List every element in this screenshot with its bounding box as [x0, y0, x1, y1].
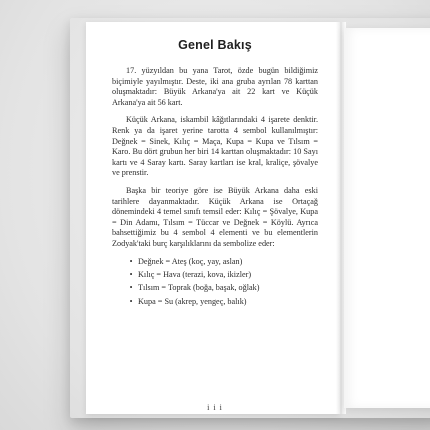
list-item-text: Tılsım = Toprak (boğa, başak, oğlak) [138, 283, 260, 293]
paragraph-2: Küçük Arkana, iskambil kâğıtlarındaki 4 işarete denktir. Renk ya da işaret yerine tarotta 4 sembol kullanılmıştır: Değnek = Sinek, Kılıç = Maça, Kupa = Kupa ve Tılsım = Karo. Bu dört grubun her biri 14 karttan oluşmaktadır: 10 Sayı kartı ve 4 Saray kartı. Saray kartları ise kral, kraliçe, şövalye ve prenstir. [112, 115, 318, 178]
list-item-text: Değnek = Ateş (koç, yay, aslan) [138, 256, 243, 266]
bullet-icon: • [129, 296, 133, 306]
list-item [126, 270, 318, 280]
bullet-icon: • [129, 269, 133, 279]
list-item [126, 283, 318, 293]
right-page [344, 28, 430, 408]
paragraph-1: 17. yüzyıldan bu yana Tarot, özde bugün bildiğimiz biçimiyle yayılmıştır. Deste, iki ana gruba ayrılan 78 karttan oluşmaktadır: Büyük Arkana'ya ait 22 kart ve Küçük Arkana'ya ait 56 kart. [112, 66, 318, 107]
page-title: Genel Bakış [178, 38, 252, 52]
page-number: i i i [207, 403, 223, 412]
list-item-text: Kupa = Su (akrep, yengeç, balık) [138, 296, 247, 306]
bullet-icon: • [129, 256, 133, 266]
paragraph-3: Başka bir teoriye göre ise Büyük Arkana daha eski tarihlere dayanmaktadır. Küçük Arkana ise Ortaçağ dönemindeki 4 temel sınıfı temsil eder: Kılıç = Şövalye, Kupa = Din Adamı, Tılsım = Tüccar ve Değnek = Köylü. Ayrıca bahsettiğimiz bu 4 sembol 4 elementi ve bu elementlerin Zodyak'taki burç karşılıklarını da sembolize eder: [112, 185, 318, 248]
list-item [126, 257, 318, 267]
elements-list [126, 257, 318, 308]
bullet-icon: • [129, 283, 133, 293]
list-item-text: Kılıç = Hava (terazi, kova, ikizler) [138, 269, 252, 279]
page-content [112, 38, 318, 412]
list-item [126, 297, 318, 307]
